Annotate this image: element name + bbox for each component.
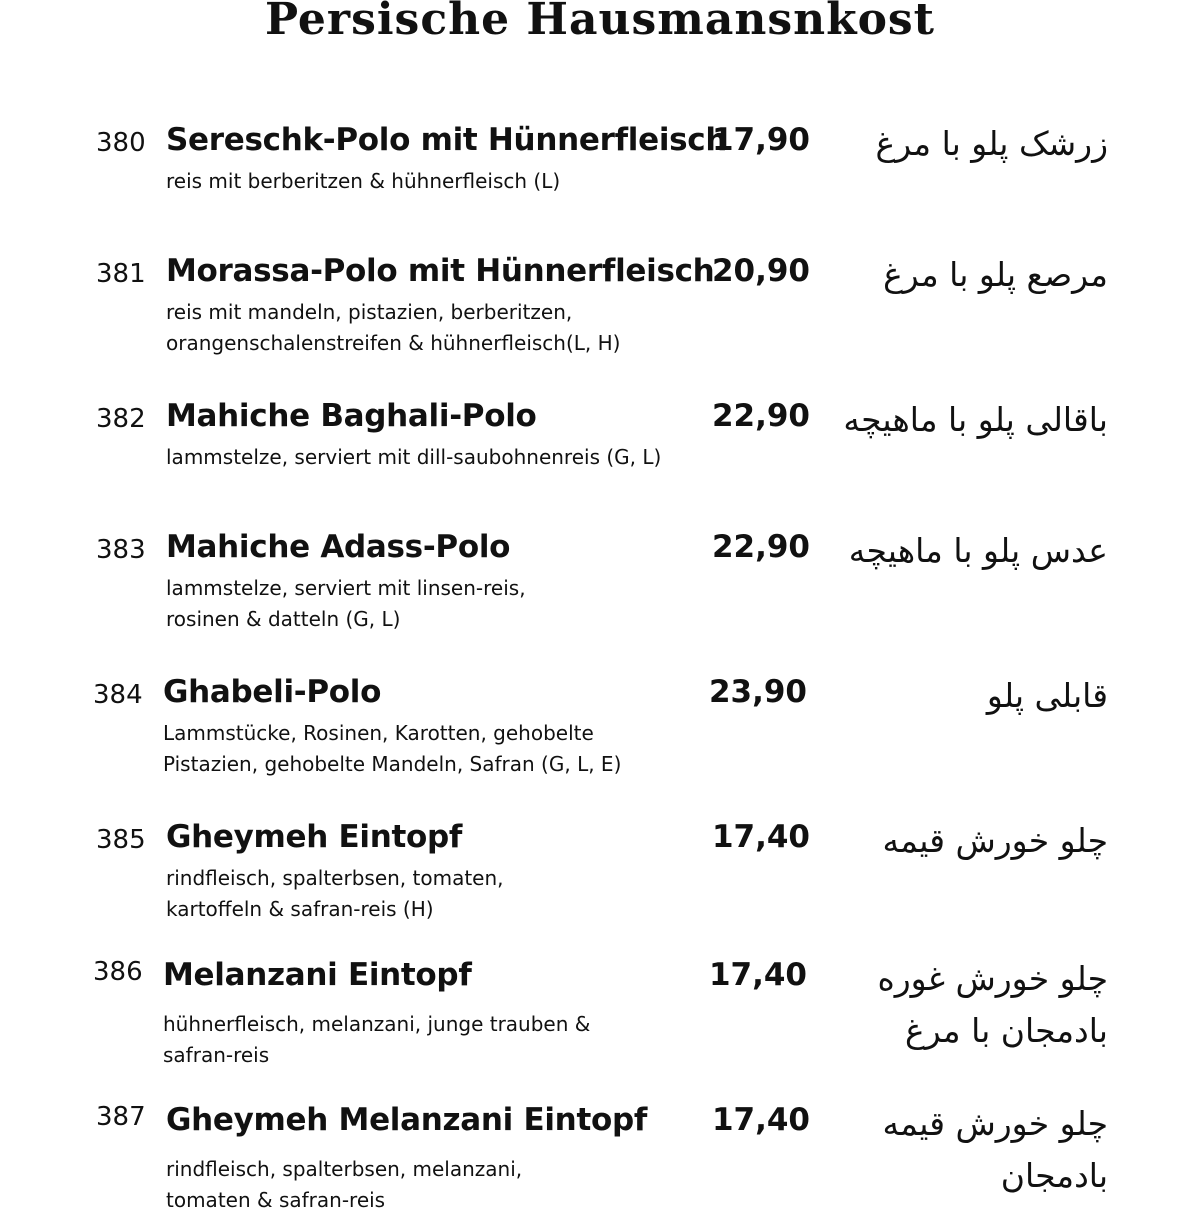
item-price: 17,40 [711,1102,810,1138]
item-number: 387 [96,1102,146,1132]
description-line: hühnerfleisch, melanzani, junge trauben & [163,1012,591,1036]
description-line: tomaten & safran-reis [166,1188,386,1212]
item-number: 383 [96,535,146,565]
item-name: Melanzani Eintopf [163,957,472,993]
description-line: rosinen & datteln (G, L) [166,607,401,631]
item-name: Ghabeli-Polo [163,674,382,710]
item-description [166,863,726,925]
item-price: 23,90 [708,674,807,710]
item-description [163,718,723,780]
item-number: 385 [96,825,146,855]
item-name: Sereschk-Polo mit Hünnerfleisch [166,122,728,158]
description-line: lammstelze, serviert mit linsen-reis, [166,576,526,600]
item-number: 380 [96,128,146,158]
description-line: lammstelze, serviert mit dill-saubohnenreis (G, L) [166,445,662,469]
item-price: 17,40 [711,819,810,855]
item-farsi-name [849,525,1108,577]
item-description [166,297,726,359]
item-farsi-name [882,1098,1108,1202]
item-price: 20,90 [711,253,810,289]
item-farsi-name [882,815,1108,867]
item-name: Gheymeh Eintopf [166,819,463,855]
item-number: 384 [93,680,143,710]
item-price: 22,90 [711,398,810,434]
description-line: reis mit mandeln, pistazien, berberitzen, [166,300,573,324]
farsi-line: بادمجان با مرغ [905,1011,1108,1050]
item-number: 381 [96,259,146,289]
farsi-line: عدس پلو با ماهیچه [848,531,1108,570]
item-farsi-name [883,249,1108,301]
description-line: Pistazien, gehobelte Mandeln, Safran (G, L, E) [163,752,622,776]
description-line: rindfleisch, spalterbsen, melanzani, [166,1157,523,1181]
description-line: orangenschalenstreifen & hühnerfleisch(L, H) [166,331,621,355]
farsi-line: بادمجان [1000,1156,1108,1195]
item-number: 386 [93,957,143,987]
item-price: 22,90 [711,529,810,565]
item-farsi-name [987,670,1108,722]
item-price: 17,90 [711,122,810,158]
farsi-line: چلو خورش قیمه [882,821,1108,860]
farsi-line: مرصع پلو با مرغ [883,255,1108,294]
item-name: Morassa-Polo mit Hünnerfleisch [166,253,715,289]
description-line: rindfleisch, spalterbsen, tomaten, [166,866,504,890]
farsi-line: باقالی پلو با ماهیچه [843,400,1108,439]
farsi-line: زرشک پلو با مرغ [875,124,1108,163]
item-number: 382 [96,404,146,434]
description-line: safran-reis [163,1043,270,1067]
item-price: 17,40 [708,957,807,993]
farsi-line: چلو خورش غوره [877,959,1108,998]
item-name: Mahiche Adass-Polo [166,529,511,565]
farsi-line: چلو خورش قیمه [882,1104,1108,1143]
item-description [166,442,726,473]
description-line: reis mit berberitzen & hühnerfleisch (L) [166,169,561,193]
item-description [166,166,726,197]
item-farsi-name [877,953,1108,1057]
item-description [166,1154,726,1216]
item-farsi-name [876,118,1109,170]
description-line: kartoffeln & safran-reis (H) [166,897,434,921]
description-line: Lammstücke, Rosinen, Karotten, gehobelte [163,721,594,745]
page-title: Persische Hausmansnkost [264,0,936,45]
item-farsi-name [843,394,1108,446]
item-description [163,1009,723,1071]
item-name: Mahiche Baghali-Polo [166,398,537,434]
item-name: Gheymeh Melanzani Eintopf [166,1102,648,1138]
item-description [166,573,726,635]
farsi-line: قابلی پلو [986,676,1108,715]
